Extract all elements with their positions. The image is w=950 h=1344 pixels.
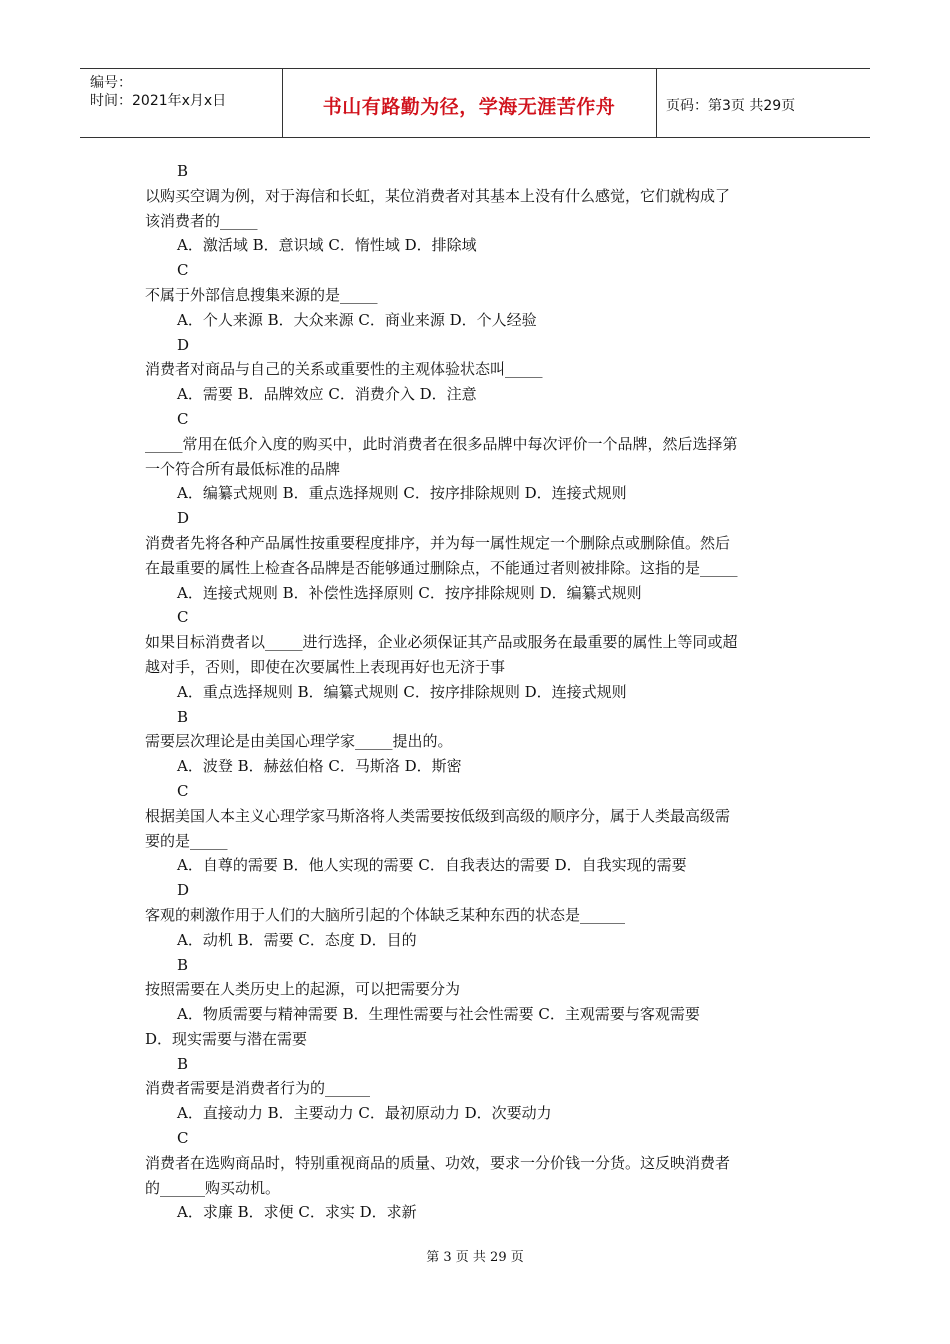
content-line: 消费者先将各种产品属性按重要程度排序，并为每一属性规定一个删除点或删除值。然后 [145,533,731,552]
content-line: 不属于外部信息搜集来源的是_____ [145,285,378,304]
page-header [80,68,870,138]
content-line: A．激活域 B．意识域 C．惰性域 D．排除域 [177,236,477,255]
content-line: A．编纂式规则 B．重点选择规则 C．按序排除规则 D．连接式规则 [177,484,627,503]
content-line: B [177,162,189,180]
page-footer: 第 3 页 共 29 页 [426,1250,524,1265]
content-line: 消费者需要是消费者行为的______ [145,1079,371,1098]
content-line: D [177,335,190,354]
content-line: C [177,608,189,627]
header-page-label: 页码：第3页 共29页 [666,98,796,114]
content-line: B [177,707,189,726]
content-line: 以购买空调为例，对于海信和长虹，某位消费者对其基本上没有什么感觉，它们就构成了 [145,186,731,205]
header-motto: 书山有路勤为径，学海无涯苦作舟 [322,96,616,118]
content-line: A．需要 B．品牌效应 C．消费介入 D．注意 [177,385,477,404]
content-line: 按照需要在人类历史上的起源，可以把需要分为 [145,980,461,999]
content-line: 越对手，否则，即使在次要属性上表现再好也无济于事 [145,657,506,676]
content-line: C [177,409,189,428]
content-line: 消费者对商品与自己的关系或重要性的主观体验状态叫_____ [145,360,543,379]
content-line: A．求廉 B．求便 C．求实 D．求新 [177,1203,417,1222]
content-line: 需要层次理论是由美国心理学家_____提出的。 [145,732,453,751]
content-line: 一个符合所有最低标准的品牌 [145,459,341,478]
content-line: 在最重要的属性上检查各品牌是否能够通过删除点，不能通过者则被排除。这指的是_____ [145,558,738,577]
content-line: C [177,781,189,800]
content-line: 根据美国人本主义心理学家马斯洛将人类需要按低级到高级的顺序分，属于人类最高级需 [145,806,731,825]
content-line: 客观的刺激作用于人们的大脑所引起的个体缺乏某种东西的状态是______ [145,905,626,924]
content-line: A．动机 B．需要 C．态度 D．目的 [177,930,417,949]
header-left-cell [80,69,283,137]
content-line: C [177,1129,189,1148]
content-line: 要的是_____ [145,831,228,850]
content-line: D [177,881,190,900]
question-content [145,159,810,1225]
document-number-label: 编号： [90,75,132,91]
content-line: A．个人来源 B．大众来源 C．商业来源 D．个人经验 [177,310,537,329]
content-line: 如果目标消费者以_____进行选择，企业必须保证其产品或服务在最重要的属性上等同或超 [145,633,738,652]
header-right-cell [656,69,870,137]
content-line: A．物质需要与精神需要 B．生理性需要与社会性需要 C．主观需要与客观需要 [177,1005,700,1024]
content-line: B [177,955,189,974]
content-line: D．现实需要与潜在需要 [145,1029,308,1048]
document-date-label: 时间：2021年x月x日 [90,93,227,109]
content-line: 的______购买动机。 [145,1178,281,1197]
content-line: A．波登 B．赫兹伯格 C．马斯洛 D．斯密 [177,757,462,776]
header-middle-cell [282,69,657,137]
content-line: A．连接式规则 B．补偿性选择原则 C．按序排除规则 D．编纂式规则 [177,583,642,602]
content-line: C [177,261,189,280]
content-line: A．直接动力 B．主要动力 C．最初原动力 D．次要动力 [177,1104,552,1123]
content-line: A．自尊的需要 B．他人实现的需要 C．自我表达的需要 D．自我实现的需要 [177,856,687,875]
content-line: _____常用在低介入度的购买中，此时消费者在很多品牌中每次评价一个品牌，然后选择第 [145,434,738,453]
content-line: B [177,1054,189,1073]
content-line: D [177,509,190,528]
content-line: 消费者在选购商品时，特别重视商品的质量、功效，要求一分价钱一分货。这反映消费者 [145,1153,731,1172]
content-line: A．重点选择规则 B．编纂式规则 C．按序排除规则 D．连接式规则 [177,682,627,701]
content-line: 该消费者的_____ [145,211,258,230]
